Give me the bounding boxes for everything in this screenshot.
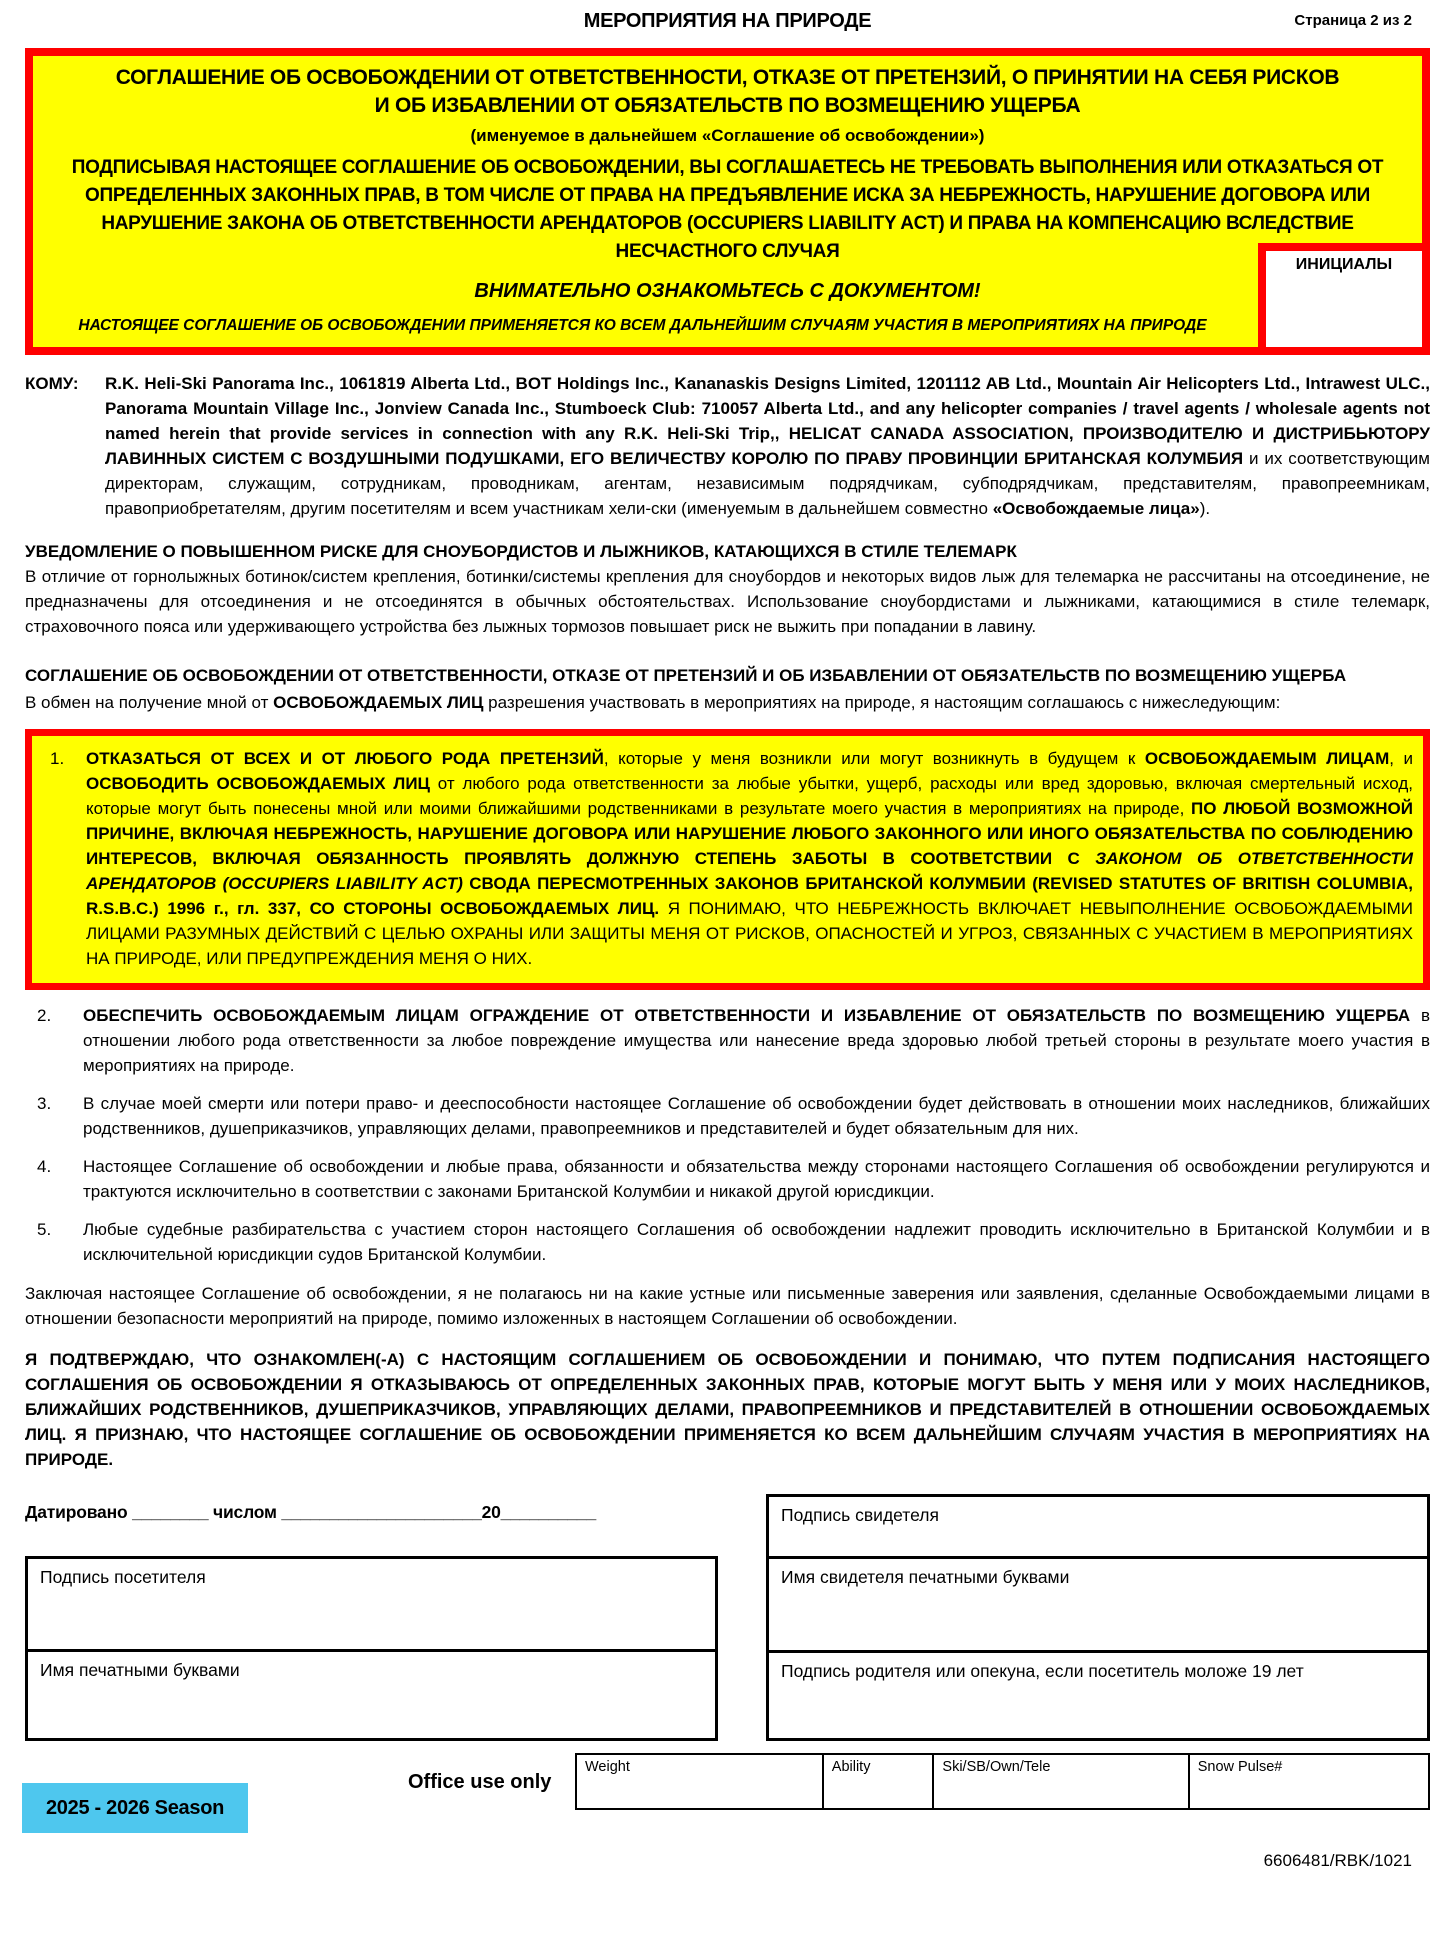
banner-body-text: ПОДПИСЫВАЯ НАСТОЯЩЕЕ СОГЛАШЕНИЕ ОБ ОСВОБОЖДЕНИИ, ВЫ СОГЛАШАЕТЕСЬ НЕ ТРЕБОВАТЬ ВЫПОЛНЕНИЯ ИЛИ ОТКАЗАТЬСЯ ОТ ОПРЕДЕЛЕННЫХ ЗАКОННЫХ ПРАВ, В ТОМ ЧИСЛЕ ОТ ПРАВА НА ПРЕДЪЯВЛЕНИЕ ИСКА ЗА НЕБРЕЖНОСТЬ, НАРУШЕНИЕ ДОГОВОРА ИЛИ НАРУШЕНИЕ ЗАКОНА ОБ ОТВЕТСТВЕННОСТИ АРЕНДАТОРОВ (OCCUPIERS LIABILITY ACT) И ПРАВА НА КОМПЕНСАЦИЮ ВСЛЕДСТВИЕ НЕСЧАСТНОГО СЛУЧАЯ	[71, 157, 1384, 262]
clause-3-text: В случае моей смерти или потери право- и дееспособности настоящее Соглашение об освобождении будет действовать в отношении моих наследников, ближайших родственников, душеприказчиков, управляющих делами, правопреемников и представителей и будет обязательным для них.	[83, 1094, 1430, 1138]
clause-4-text: Настоящее Соглашение об освобождении и любые права, обязанности и обязательства между сторонами настоящего Соглашения об освобождении регулируются и трактуются исключительно в соответствии с законами Британской Колумбии и никакой другой юрисдикции.	[83, 1157, 1430, 1201]
office-cell-ability[interactable]: Ability	[824, 1755, 935, 1808]
office-cell-ski-sb-own-tele[interactable]: Ski/SB/Own/Tele	[934, 1755, 1189, 1808]
released-persons-term: ОСВОБОЖДАЕМЫХ ЛИЦ	[273, 693, 484, 712]
office-use-table	[575, 1753, 1430, 1810]
witness-signature-field[interactable]	[766, 1494, 1430, 1559]
clause-1-seg4: , и	[1389, 749, 1414, 768]
clause-1-number: 1.	[50, 749, 65, 768]
clause-3	[25, 1091, 1430, 1141]
office-use-only-label: Office use only	[408, 1771, 552, 1793]
agreement-intro-suffix: разрешения участвовать в мероприятиях на природе, я настоящим соглашаюсь с нижеследующим:	[483, 693, 1281, 712]
risk-notice-heading: УВЕДОМЛЕНИЕ О ПОВЫШЕННОМ РИСКЕ ДЛЯ СНОУБОРДИСТОВ И ЛЫЖНИКОВ, КАТАЮЩИХСЯ В СТИЛЕ ТЕЛЕМАРК	[25, 542, 1017, 561]
office-cell-snow-pulse[interactable]: Snow Pulse#	[1197, 1759, 1283, 1775]
risk-notice-section	[25, 539, 1430, 639]
clause-5-number: 5.	[37, 1220, 52, 1239]
visitor-printed-name-field[interactable]	[25, 1649, 718, 1741]
acknowledgment-paragraph: Я ПОДТВЕРЖДАЮ, ЧТО ОЗНАКОМЛЕН(-А) С НАСТОЯЩИМ СОГЛАШЕНИЕМ ОБ ОСВОБОЖДЕНИИ И ПОНИМАЮ, ЧТО ПУТЕМ ПОДПИСАНИЯ НАСТОЯЩЕГО СОГЛАШЕНИЯ ОБ ОСВОБОЖДЕНИИ Я ОТКАЗЫВАЮСЬ ОТ ОПРЕДЕЛЕННЫХ ЗАКОННЫХ ПРАВ, КОТОРЫЕ МОГУТ БЫТЬ У МЕНЯ ИЛИ У МОИХ НАСЛЕДНИКОВ, БЛИЖАЙШИХ РОДСТВЕННИКОВ, ДУШЕПРИКАЗЧИКОВ, УПРАВЛЯЮЩИХ ДЕЛАМИ, ПРАВОПРЕЕМНИКОВ И ПРЕДСТАВИТЕЛЕЙ В ОТНОШЕНИИ ОСВОБОЖДАЕМЫХ ЛИЦ. Я ПРИЗНАЮ, ЧТО НАСТОЯЩЕЕ СОГЛАШЕНИЕ ОБ ОСВОБОЖДЕНИИ ПРИМЕНЯЕТСЯ КО ВСЕМ ДАЛЬНЕЙШИМ СЛУЧАЯМ УЧАСТИЯ В МЕРОПРИЯТИЯХ НА ПРИРОДЕ.	[25, 1350, 1430, 1469]
clause-1-seg3: ОСВОБОЖДАЕМЫМ ЛИЦАМ	[1144, 749, 1390, 768]
initials-label: ИНИЦИАЛЫ	[1295, 256, 1393, 273]
recipients-label: КОМУ:	[25, 374, 79, 393]
clause-1-seg6: от любого рода ответственности за любые убытки, ущерб, расходы или вред здоровью, включая смертельный исход, которые могут быть понесены мной или моими ближайшими родственниками в результате моего участия в мероприятиях на природе,	[86, 774, 1413, 818]
clause-1-occupiers-act: ЗАКОНОМ ОБ ОТВЕТСТВЕННОСТИ АРЕНДАТОРОВ (OCCUPIERS LIABILITY ACT)	[86, 849, 1413, 893]
witness-signature-label: Подпись свидетеля	[781, 1505, 939, 1525]
signature-left-column	[25, 1494, 718, 1741]
page-number: Страница 2 из 2	[1294, 12, 1412, 29]
recipients-section	[25, 371, 1430, 521]
recipients-text	[105, 371, 1430, 521]
agreement-intro-prefix: В обмен на получение мной от	[25, 693, 274, 712]
dated-line-field[interactable]: Датировано ________ числом _____________________20__________	[25, 1502, 596, 1522]
agreement-heading: СОГЛАШЕНИЕ ОБ ОСВОБОЖДЕНИИ ОТ ОТВЕТСТВЕННОСТИ, ОТКАЗЕ ОТ ПРЕТЕНЗИЙ И ОБ ИЗБАВЛЕНИИ ОТ ОБЯЗАТЕЛЬСТВ ПО ВОЗМЕЩЕНИЮ УЩЕРБА	[25, 666, 1347, 685]
released-parties-term: «Освобождаемые лица»	[992, 499, 1200, 518]
visitor-signature-field[interactable]	[25, 1556, 718, 1652]
season-badge: 2025 - 2026 Season	[22, 1783, 248, 1833]
banner-title: СОГЛАШЕНИЕ ОБ ОСВОБОЖДЕНИИ ОТ ОТВЕТСТВЕННОСТИ, ОТКАЗЕ ОТ ПРЕТЕНЗИЙ, О ПРИНЯТИИ НА СЕБЯ РИСКОВ И ОБ ИЗБАВЛЕНИИ ОТ ОБЯЗАТЕЛЬСТВ ПО ВОЗМЕЩЕНИЮ УЩЕРБА	[115, 66, 1340, 117]
recipients-suffix: и их соответствующим директорам, служащим, сотрудникам, проводникам, агентам, независимым подрядчикам, субподрядчикам, представителям, правопреемникам, правоприобретателям, другим посетителям и всем участникам хели-ски (именуемым в дальнейшем совместно	[105, 449, 1430, 518]
office-cell-weight[interactable]: Weight	[577, 1755, 824, 1808]
clause-4	[25, 1154, 1430, 1204]
risk-notice-body: В отличие от горнолыжных ботинок/систем крепления, ботинки/системы крепления для сноубордов и некоторых видов лыж для телемарка не рассчитаны на отсоединение, не предназначены для отсоединения и не отсоединятся в обычных обстоятельствах. Использование сноубордистами и лыжниками, катающимися в стиле телемарк, страховочного пояса или удерживающего устройства без лыжных тормозов повышает риск не выжить при попадании в лавину.	[25, 567, 1430, 636]
clause-1-seg9: СВОДА ПЕРЕСМОТРЕННЫХ ЗАКОНОВ БРИТАНСКОЙ КОЛУМБИИ (REVISED STATUTES OF BRITISH COLUMBIA, R.S.B.C.) 1996 г., гл. 337, СО СТОРОНЫ ОСВОБОЖДАЕМЫХ ЛИЦ.	[86, 874, 1413, 918]
document-header	[25, 8, 1430, 42]
clause-5	[25, 1217, 1430, 1267]
clause-1-seg5: ОСВОБОДИТЬ ОСВОБОЖДАЕМЫХ ЛИЦ	[86, 774, 430, 793]
banner-applies-note: НАСТОЯЩЕЕ СОГЛАШЕНИЕ ОБ ОСВОБОЖДЕНИИ ПРИМЕНЯЕТСЯ КО ВСЕМ ДАЛЬНЕЙШИМ СЛУЧАЯМ УЧАСТИЯ В МЕРОПРИЯТИЯХ НА ПРИРОДЕ	[78, 317, 1207, 334]
visitor-signature-label: Подпись посетителя	[40, 1567, 206, 1587]
clause-1-seg10: Я ПОНИМАЮ, ЧТО НЕБРЕЖНОСТЬ ВКЛЮЧАЕТ НЕВЫПОЛНЕНИЕ ОСВОБОЖДАЕМЫМИ ЛИЦАМИ РАЗУМНЫХ ДЕЙСТВИЙ С ЦЕЛЬЮ ОХРАНЫ ИЛИ ЗАЩИТЫ МЕНЯ ОТ РИСКОВ, ОПАСНОСТЕЙ И УГРОЗ, СВЯЗАННЫХ С УЧАСТИЕМ В МЕРОПРИЯТИЯХ НА ПРИРОДЕ, ИЛИ ПРЕДУПРЕЖДЕНИЯ МЕНЯ О НИХ.	[86, 899, 1413, 968]
signature-section	[25, 1494, 1430, 1741]
release-agreement-banner	[25, 48, 1430, 355]
witness-printed-name-label: Имя свидетеля печатными буквами	[781, 1567, 1070, 1587]
clause-2-regular: в отношении любого рода ответственности за любое повреждение имущества или нанесение вреда здоровью любой третьей стороны в результате моего участия в мероприятиях на природе.	[83, 1006, 1430, 1075]
banner-subtitle: (именуемое в дальнейшем «Соглашение об освобождении»)	[470, 126, 985, 145]
witness-printed-name-field[interactable]	[766, 1556, 1430, 1653]
guardian-signature-field[interactable]	[766, 1650, 1430, 1741]
clause-4-number: 4.	[37, 1157, 52, 1176]
clause-2	[25, 1003, 1430, 1078]
footer-area	[25, 1741, 1430, 1883]
signature-right-column	[766, 1494, 1430, 1741]
page-title: МЕРОПРИЯТИЯ НА ПРИРОДЕ	[583, 10, 872, 32]
clause-2-bold: ОБЕСПЕЧИТЬ ОСВОБОЖДАЕМЫМ ЛИЦАМ ОГРАЖДЕНИЕ ОТ ОТВЕТСТВЕННОСТИ И ИЗБАВЛЕНИЕ ОТ ОБЯЗАТЕЛЬСТВ ПО ВОЗМЕЩЕНИЮ УЩЕРБА	[83, 1006, 1411, 1025]
clause-1-seg2: , которые у меня возникли или могут возникнуть в будущем к	[603, 749, 1145, 768]
banner-warning: ВНИМАТЕЛЬНО ОЗНАКОМЬТЕСЬ С ДОКУМЕНТОМ!	[474, 280, 981, 302]
clause-1-highlighted-box	[25, 729, 1430, 990]
clause-3-number: 3.	[37, 1094, 52, 1113]
no-reliance-paragraph: Заключая настоящее Соглашение об освобождении, я не полагаюсь ни на какие устные или письменные заверения или заявления, сделанные Освобождаемыми лицами в отношении безопасности мероприятий на природе, помимо изложенных в настоящем Соглашении об освобождении.	[25, 1284, 1430, 1328]
clause-2-text	[83, 1003, 1430, 1078]
initials-field[interactable]	[1258, 243, 1430, 355]
recipients-companies: R.K. Heli-Ski Panorama Inc., 1061819 Alberta Ltd., BOT Holdings Inc., Kananaskis Designs Limited, 1201112 AB Ltd., Mountain Air Helicopters Ltd., Intrawest ULC., Panorama Mountain Village Inc., Jonview Canada Inc., Stumboeck Club: 710057 Alberta Ltd., and any helicopter companies / travel agents / wholesale agents not named herein that provide services in connection with any R.K. Heli-Ski Trip,, HELICAT CANADA ASSOCIATION, ПРОИЗВОДИТЕЛЮ И ДИСТРИБЬЮТОРУ ЛАВИННЫХ СИСТЕМ С ВОЗДУШНЫМИ ПОДУШКАМИ, ЕГО ВЕЛИЧЕСТВУ КОРОЛЮ ПО ПРАВУ ПРОВИНЦИИ БРИТАНСКАЯ КОЛУМБИЯ	[105, 374, 1430, 468]
clause-5-text: Любые судебные разбирательства с участием сторон настоящего Соглашения об освобождении надлежит проводить исключительно в Британской Колумбии и в исключительной юрисдикции судов Британской Колумбии.	[83, 1220, 1430, 1264]
clause-1-seg1: ОТКАЗАТЬСЯ ОТ ВСЕХ И ОТ ЛЮБОГО РОДА ПРЕТЕНЗИЙ	[86, 749, 604, 768]
clause-1-text	[86, 746, 1413, 971]
document-code: 6606481/RBK/1021	[1263, 1851, 1412, 1870]
clause-1-seg7: ПО ЛЮБОЙ ВОЗМОЖНОЙ ПРИЧИНЕ, ВКЛЮЧАЯ НЕБРЕЖНОСТЬ, НАРУШЕНИЕ ДОГОВОРА ИЛИ НАРУШЕНИЕ ЛЮБОГО ЗАКОННОГО ИЛИ ИНОГО ОБЯЗАТЕЛЬСТВА ПО СОБЛЮДЕНИЮ ИНТЕРЕСОВ, ВКЛЮЧАЯ ОБЯЗАННОСТЬ ПРОЯВЛЯТЬ ДОЛЖНУЮ СТЕПЕНЬ ЗАБОТЫ В СООТВЕТСТВИИ С	[86, 799, 1414, 868]
clause-2-number: 2.	[37, 1006, 52, 1025]
agreement-intro	[25, 690, 1430, 715]
recipients-closing: ).	[1199, 499, 1211, 518]
guardian-signature-label: Подпись родителя или опекуна, если посетитель моложе 19 лет	[781, 1661, 1304, 1681]
visitor-printed-name-label: Имя печатными буквами	[40, 1660, 240, 1680]
